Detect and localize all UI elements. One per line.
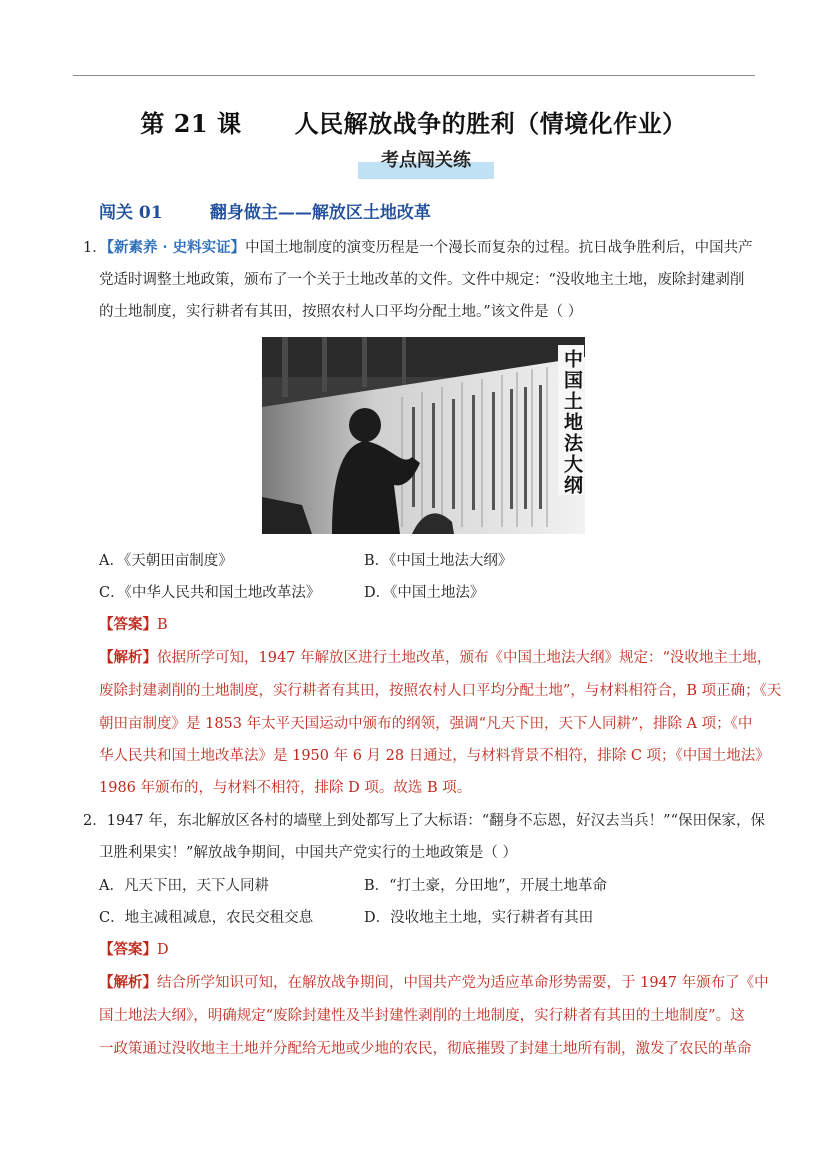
photo-illustration bbox=[262, 337, 585, 534]
q2-answer-tag: 【答案】 bbox=[99, 941, 157, 958]
q1-analysis-3: 朝田亩制度》是 1853 年太平天国运动中颁布的纲领，强调“凡天下田，天下人同耕”，排除 A 项；《中 bbox=[99, 716, 753, 732]
q1-answer-value: B bbox=[157, 617, 168, 633]
photo-caption: 中国土地法大纲 bbox=[561, 349, 583, 496]
q1-analysis-tag: 【解析】 bbox=[99, 649, 157, 666]
q1-answer-tag: 【答案】 bbox=[99, 616, 157, 633]
q1-option-c: C．《中华人民共和国土地改革法》 bbox=[99, 585, 321, 601]
section-badge: 考点闯关练 bbox=[358, 146, 494, 179]
q1-analysis-5: 1986 年颁布的，与材料不相符，排除 D 项。故选 B 项。 bbox=[99, 780, 472, 796]
q2-analysis-1 bbox=[99, 973, 769, 993]
q2-answer-value: D bbox=[157, 942, 169, 958]
q1-option-a: A．《天朝田亩制度》 bbox=[99, 553, 233, 569]
q1-analysis-2: 废除封建剥削的土地制度，实行耕者有其田，按照农村人口平均分配土地”，与材料相符合，B 项正确；《天 bbox=[99, 683, 782, 699]
q2-option-c: C．地主减租减息，农民交租交息 bbox=[99, 910, 314, 926]
header-rule bbox=[73, 75, 755, 76]
q1-line2: 党适时调整土地政策，颁布了一个关于土地改革的文件。文件中规定：“没收地主土地，废除封建剥削 bbox=[99, 272, 745, 288]
page-title: 第 21 课 人民解放战争的胜利（情境化作业） bbox=[140, 109, 687, 138]
q2-analysis-3: 一政策通过没收地主土地并分配给无地或少地的农民，彻底摧毁了封建土地所有制，激发了农民的革命 bbox=[99, 1041, 752, 1057]
q2-text-1: 1947 年，东北解放区各村的墙壁上到处都写上了大标语：“翻身不忘恩，好汉去当兵！”“保田保家，保 bbox=[106, 813, 765, 829]
q2-analysis-text-1: 结合所学知识可知，在解放战争期间，中国共产党为适应革命形势需要，于 1947 年颁布了《中 bbox=[157, 975, 769, 991]
q1-option-d: D．《中国土地法》 bbox=[364, 585, 485, 601]
q1-option-b: B．《中国土地法大纲》 bbox=[364, 553, 513, 569]
q1-analysis-4: 华人民共和国土地改革法》是 1950 年 6 月 28 日通过，与材料背景不相符，排除 C 项；《中国土地法》 bbox=[99, 748, 770, 764]
q2-option-a: A．凡天下田，天下人同耕 bbox=[99, 878, 269, 894]
q1-line3: 的土地制度，实行耕者有其田，按照农村人口平均分配土地。”该文件是（ ） bbox=[99, 304, 583, 320]
q2-number: 2． bbox=[83, 813, 107, 829]
q2-line2: 卫胜利果实！”解放战争期间，中国共产党实行的土地政策是（ ） bbox=[99, 845, 518, 861]
q2-option-d: D．没收地主土地，实行耕者有其田 bbox=[364, 910, 594, 926]
q1-line1 bbox=[83, 238, 753, 258]
q2-option-b: B．“打土豪，分田地”，开展土地革命 bbox=[364, 878, 607, 894]
q2-analysis-2: 国土地法大纲》，明确规定“废除封建性及半封建性剥削的土地制度，实行耕者有其田的土地制度”。这 bbox=[99, 1008, 745, 1024]
q1-number: 1． bbox=[83, 240, 107, 256]
q2-line1 bbox=[83, 811, 765, 831]
q1-answer bbox=[99, 615, 168, 635]
q1-analysis-text-1: 依据所学可知，1947 年解放区进行土地改革，颁布《中国土地法大纲》规定：“没收地主土地， bbox=[157, 650, 772, 666]
historical-photo bbox=[262, 337, 585, 534]
q1-text-1: 中国土地制度的演变历程是一个漫长而复杂的过程。抗日战争胜利后，中国共产 bbox=[245, 240, 753, 256]
q1-analysis-1 bbox=[99, 648, 771, 668]
q2-answer bbox=[99, 940, 169, 960]
section-heading: 闯关 01 翻身做主——解放区土地改革 bbox=[99, 203, 431, 223]
q1-tag: 【新素养 · 史料实证】 bbox=[106, 239, 246, 256]
q2-analysis-tag: 【解析】 bbox=[99, 974, 157, 991]
